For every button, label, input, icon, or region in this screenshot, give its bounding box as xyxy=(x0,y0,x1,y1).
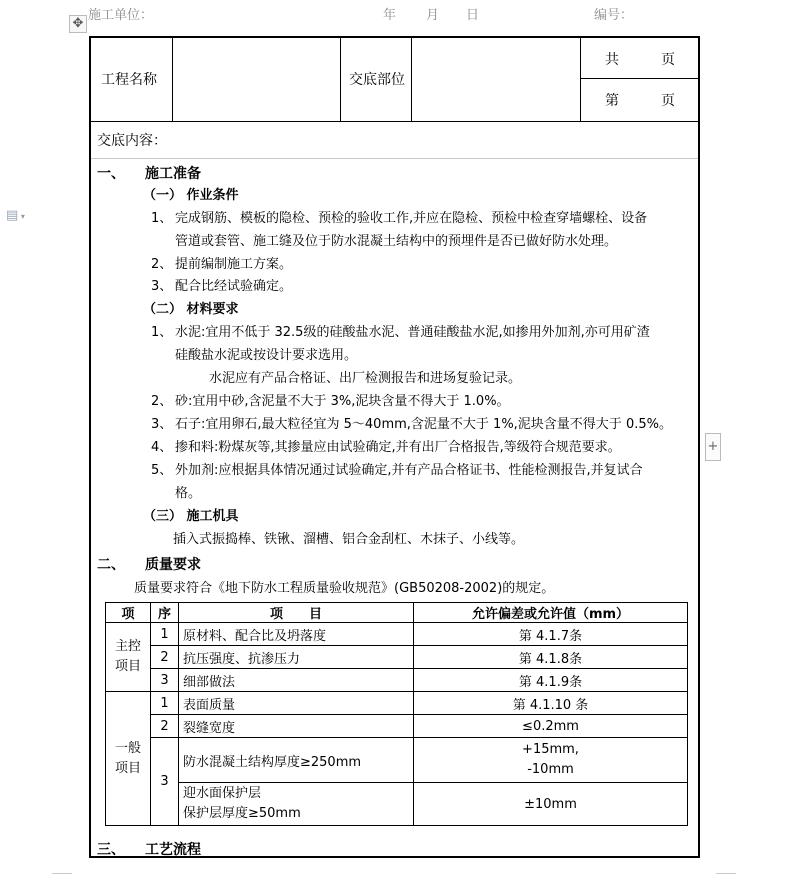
table-row xyxy=(106,783,688,826)
group-cell: 主控项目 xyxy=(106,623,151,692)
item-text: 插入式振捣棒、铁锹、溜槽、铝合金刮杠、木抹子、小线等。 xyxy=(173,532,525,547)
item-text: 外加剂:应根据具体情况通过试验确定,并有产品合格证书、性能检测报告,并复试合 xyxy=(175,463,643,478)
seq-cell: 2 xyxy=(151,715,179,738)
page-unit-label: 页 xyxy=(661,52,675,68)
value-cell: 第 4.1.8条 xyxy=(414,646,688,669)
item-number: 1、 xyxy=(151,211,173,226)
item-line: 保护层厚度≥50mm xyxy=(183,806,301,821)
content-label: 交底内容： xyxy=(97,133,167,149)
page-corner-mark xyxy=(716,873,736,886)
project-name-label: 工程名称 xyxy=(101,72,157,88)
item-cell xyxy=(179,783,414,826)
table-row xyxy=(106,715,688,738)
value-cell: 第 4.1.7条 xyxy=(414,623,688,646)
value-cell xyxy=(414,738,688,783)
item-cell: 表面质量 xyxy=(179,692,414,715)
seq-cell: 3 xyxy=(151,669,179,692)
item-number: 2、 xyxy=(151,394,173,409)
item-number: 3、 xyxy=(151,279,173,294)
group-cell: 一般项目 xyxy=(106,692,151,826)
table-header: 允许偏差或允许值（mm） xyxy=(414,603,688,623)
divider xyxy=(91,121,700,122)
item-text: 掺和料:粉煤灰等,其掺量应由试验确定,并有出厂合格报告,等级符合规范要求。 xyxy=(175,440,621,455)
item-number: 1、 xyxy=(151,325,173,340)
divider xyxy=(411,38,412,121)
item-number: 2、 xyxy=(151,257,173,272)
item-text: 管道或套管、施工缝及位于防水混凝土结构中的预埋件是否已做好防水处理。 xyxy=(175,234,618,249)
divider xyxy=(91,158,700,159)
table-row xyxy=(106,646,688,669)
table-move-handle-icon[interactable]: ✥ xyxy=(69,15,87,33)
seq-cell: 2 xyxy=(151,646,179,669)
add-column-icon[interactable]: + xyxy=(705,433,721,461)
seq-cell: 1 xyxy=(151,623,179,646)
seq-cell: 3 xyxy=(151,738,179,826)
item-text: 硅酸盐水泥或按设计要求选用。 xyxy=(175,348,358,363)
section-number: 二、 xyxy=(97,557,125,573)
value-line: -10mm xyxy=(527,762,574,777)
month-label: 月 xyxy=(426,8,440,23)
item-cell: 抗压强度、抗渗压力 xyxy=(179,646,414,669)
item-text: 石子:宜用卵石,最大粒径宜为 5～40mm,含泥量不大于 1%,泥块含量不得大于 0.5%。 xyxy=(175,417,672,432)
divider xyxy=(580,78,700,79)
item-text: 完成钢筋、模板的隐检、预检的验收工作,并应在隐检、预检中检查穿墙螺栓、设备 xyxy=(175,211,648,226)
value-line: +15mm, xyxy=(522,742,579,757)
item-text: 提前编制施工方案。 xyxy=(175,257,293,272)
table-header: 序 xyxy=(151,603,179,623)
value-cell: ±10mm xyxy=(414,783,688,826)
item-cell: 细部做法 xyxy=(179,669,414,692)
disclosure-form xyxy=(89,36,700,858)
table-row xyxy=(106,692,688,715)
quality-table xyxy=(105,602,688,826)
section-intro: 质量要求符合《地下防水工程质量验收规范》(GB50208-2002)的规定。 xyxy=(134,581,555,596)
item-cell: 防水混凝土结构厚度≥250mm xyxy=(179,738,414,783)
item-text: 水泥应有产品合格证、出厂检测报告和进场复验记录。 xyxy=(209,371,522,386)
divider xyxy=(340,38,341,121)
disclosure-part-label: 交底部位 xyxy=(349,72,405,88)
year-label: 年 xyxy=(383,8,397,23)
item-text: 砂:宜用中砂,含泥量不大于 3%,泥块含量不得大于 1.0%。 xyxy=(175,394,510,409)
table-header-row xyxy=(106,603,688,623)
subsection-title: （二） 材料要求 xyxy=(143,302,239,317)
item-text: 格。 xyxy=(175,486,202,501)
section-title: 施工准备 xyxy=(145,166,201,182)
page-unit-label: 页 xyxy=(661,93,675,109)
divider xyxy=(580,38,581,121)
item-number: 4、 xyxy=(151,440,173,455)
value-cell: ≤0.2mm xyxy=(414,715,688,738)
construction-unit-label: 施工单位： xyxy=(88,8,154,23)
divider xyxy=(172,38,173,121)
subsection-title: （一） 作业条件 xyxy=(143,188,239,203)
item-text: 水泥:宜用不低于 32.5级的硅酸盐水泥、普通硅酸盐水泥,如掺用外加剂,亦可用矿渣 xyxy=(175,325,650,340)
item-cell: 裂缝宽度 xyxy=(179,715,414,738)
section-title: 工艺流程 xyxy=(145,842,201,858)
table-row xyxy=(106,738,688,783)
section-number: 一、 xyxy=(97,166,125,182)
subsection-title: （三） 施工机具 xyxy=(143,509,239,524)
item-text: 配合比经试验确定。 xyxy=(175,279,293,294)
item-cell: 原材料、配合比及坍落度 xyxy=(179,623,414,646)
number-label: 编号： xyxy=(594,8,634,23)
section-number: 三、 xyxy=(97,842,125,858)
value-cell: 第 4.1.9条 xyxy=(414,669,688,692)
seq-cell: 1 xyxy=(151,692,179,715)
table-header: 项 目 xyxy=(179,603,414,623)
item-number: 3、 xyxy=(151,417,173,432)
document-map-icon[interactable]: ▤ ▾ xyxy=(6,208,25,223)
table-row xyxy=(106,669,688,692)
total-pages-label: 共 xyxy=(605,52,619,68)
day-label: 日 xyxy=(466,8,480,23)
item-line: 迎水面保护层 xyxy=(183,786,262,801)
item-number: 5、 xyxy=(151,463,173,478)
section-title: 质量要求 xyxy=(145,557,201,573)
value-cell: 第 4.1.10 条 xyxy=(414,692,688,715)
page-number-label: 第 xyxy=(605,93,619,109)
table-header: 项 xyxy=(106,603,151,623)
page-corner-mark xyxy=(52,873,72,886)
table-row xyxy=(106,623,688,646)
